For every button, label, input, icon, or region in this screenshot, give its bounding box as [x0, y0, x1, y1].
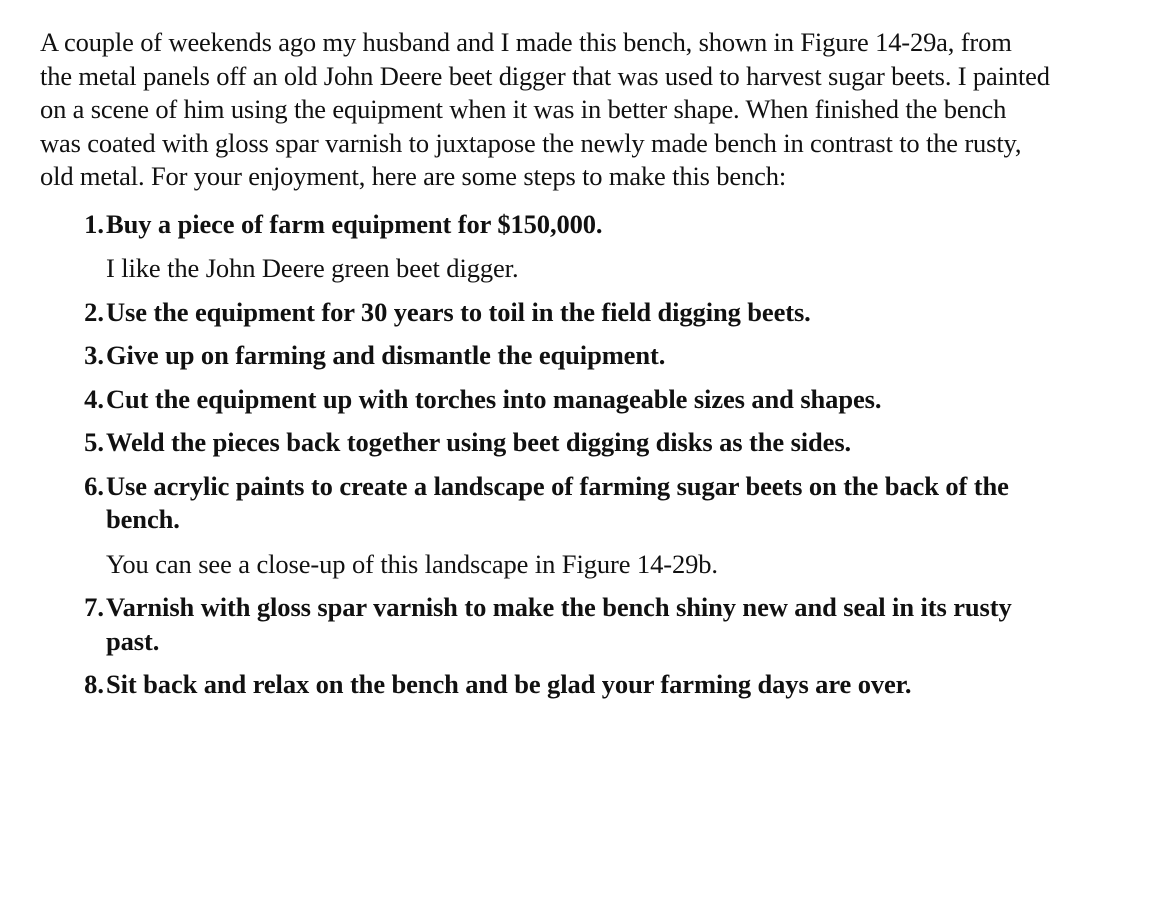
list-item: [40, 470, 1050, 582]
list-item-title: Use acrylic paints to create a landscape of farming sugar beets on the back of the bench.: [106, 470, 1009, 534]
list-item: [40, 208, 1050, 286]
list-item: [40, 339, 1050, 373]
list-item-number: 6.: [84, 470, 104, 501]
list-item: [40, 383, 1050, 417]
list-item: [40, 296, 1050, 330]
list-item-number: 1.: [84, 208, 104, 239]
steps-list: [40, 208, 1050, 702]
list-item-title: Use the equipment for 30 years to toil in the field digging beets.: [106, 296, 811, 327]
list-item-number: 4.: [84, 383, 104, 414]
list-item-number: 3.: [84, 340, 104, 370]
list-item-note: You can see a close-up of this landscape in Figure 14-29b.: [106, 548, 718, 579]
list-item-title: Varnish with gloss spar varnish to make the bench shiny new and seal in its rusty past.: [106, 592, 1012, 656]
list-item-title: Weld the pieces back together using beet digging disks as the sides.: [106, 427, 852, 457]
list-item-number: 8.: [84, 669, 104, 699]
list-item-number: 2.: [84, 296, 104, 327]
list-item-title: Cut the equipment up with torches into manageable sizes and shapes.: [106, 383, 882, 414]
list-item-note: I like the John Deere green beet digger.: [106, 253, 519, 283]
list-item-title: Sit back and relax on the bench and be glad your farming days are over.: [106, 669, 912, 699]
list-item: [40, 426, 1050, 460]
list-item-title: Give up on farming and dismantle the equipment.: [106, 340, 666, 370]
list-item: [40, 668, 1050, 702]
list-item: [40, 591, 1050, 658]
list-item-number: 7.: [84, 592, 104, 622]
intro-paragraph: A couple of weekends ago my husband and I made this bench, shown in Figure 14-29a, from the metal panels off an old John Deere beet digger that was used to harvest sugar beets. I painted on a scene of him using the equipment when it was in better shape. When finished the bench was coated with gloss spar varnish to juxtapose the newly made bench in contrast to the rusty, old metal. For your enjoyment, here are some steps to make this bench:: [40, 27, 1050, 191]
list-item-title: Buy a piece of farm equipment for $150,000.: [106, 208, 603, 239]
list-item-number: 5.: [84, 427, 104, 457]
